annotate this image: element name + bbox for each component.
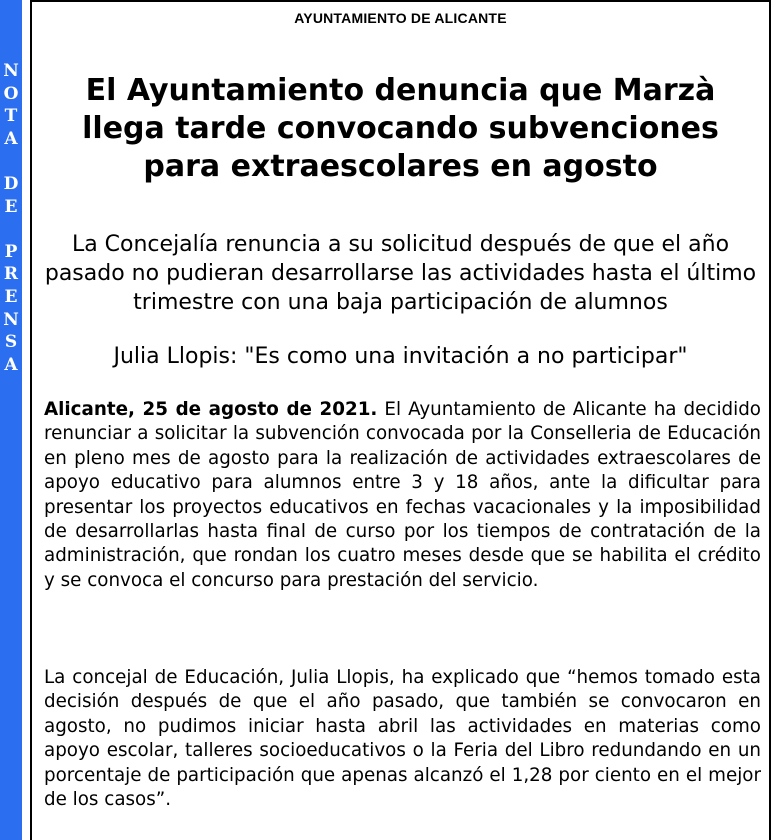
article-headline: El Ayuntamiento denuncia que Marzà llega tarde convocando subvenciones para extraescolares en agosto (82, 73, 719, 184)
sidebar-letter: N (3, 61, 19, 81)
paragraph-1-body: El Ayuntamiento de Alicante ha decidido renunciar a solicitar la subvención convocada por la Conselleria de Educación en pleno mes de agosto para la realización de actividades extraescolares de apoyo educativo para alumnos entre 3 y 18 años, ante la dificultar para presentar los proyectos educativos en fechas vacacionales y la imposibilidad de desarrollarlas hasta final de curso por los tiempos de contratación de la administración, que rondan los cuatro meses desde que se habilita el crédito y se convoca el concurso para prestación del servicio. (44, 399, 761, 591)
nota-de-prensa-label (0, 60, 22, 376)
sidebar-letter: O (3, 83, 19, 104)
article-paragraph-2: La concejal de Educación, Julia Llopis, ha explicado que “hemos tomado esta decisión después de que el año pasado, que también se convocaron en agosto, no pudimos iniciar hasta abril las actividades en materias como apoyo escolar, talleres socioeducativos o la Feria del Libro redundando en un porcentaje de participación que apenas alcanzó el 1,28 por ciento en el mejor de los casos”. (44, 667, 761, 811)
document-frame (30, 0, 771, 840)
sidebar-letter: R (3, 264, 19, 285)
organization-header: AYUNTAMIENTO DE ALICANTE (294, 10, 507, 26)
sidebar-letter: A (4, 128, 18, 149)
article-quote: Julia Llopis: "Es como una invitación a no participar" (113, 344, 688, 369)
sidebar-letter: N (3, 309, 19, 330)
dateline: Alicante, 25 de agosto de 2021. (44, 399, 378, 420)
sidebar-letter: D (3, 173, 19, 194)
article-paragraph-1 (44, 398, 761, 593)
sidebar-letter: E (4, 286, 18, 307)
sidebar-letter: E (4, 196, 18, 217)
article-subheadline: La Concejalía renuncia a su solicitud después de que el año pasado no pudieran desarrollarse las actividades hasta el último trimestre con una baja participación de alumnos (44, 232, 757, 315)
sidebar-letter: P (4, 241, 18, 262)
sidebar-letter: A (4, 354, 18, 375)
sidebar-letter: S (4, 332, 18, 353)
sidebar-letter: T (4, 106, 18, 127)
press-release-sidebar (0, 0, 22, 840)
